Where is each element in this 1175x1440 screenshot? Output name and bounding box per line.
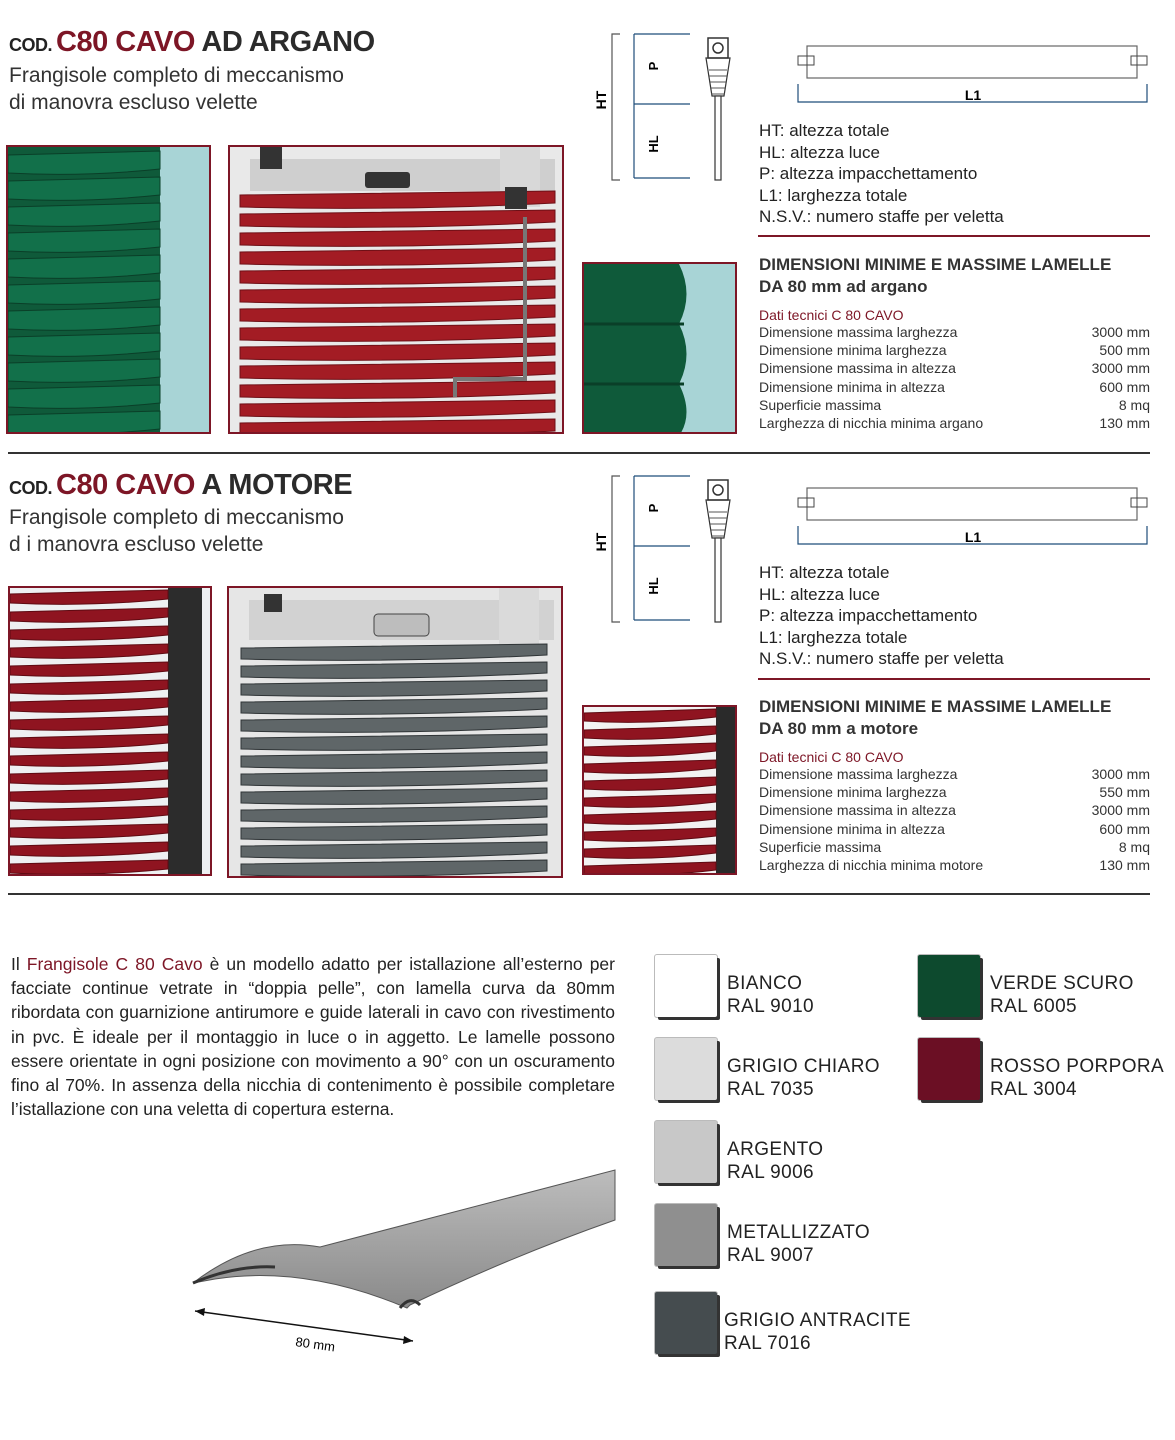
spec-label: Dimensione minima in altezza (759, 378, 945, 395)
spec-label: Dimensione massima in altezza (759, 802, 956, 819)
legend-item: HT: altezza totale (759, 121, 890, 140)
color-label (727, 1055, 880, 1101)
spec-value: 8 mq (1118, 396, 1150, 413)
section1-title: COD. C80 CAVO AD ARGANO (9, 26, 375, 58)
spec-row (759, 414, 1150, 432)
color-label (727, 1221, 870, 1267)
spec-row (759, 856, 1150, 874)
section2-spec-divider (758, 678, 1150, 680)
color-label (727, 972, 814, 1018)
slat-profile-illustration (185, 1165, 620, 1355)
color-name: METALLIZZATO (727, 1222, 871, 1243)
spec-value: 3000 mm (1091, 802, 1150, 819)
legend-item: N.S.V.: numero staffe per veletta (759, 207, 1004, 227)
spec-row (759, 783, 1150, 801)
spec-row (759, 359, 1150, 377)
legend-item: HL: altezza luce (759, 142, 880, 162)
spec-value: 3000 mm (1091, 324, 1150, 340)
section1-height-diagram (592, 32, 742, 182)
color-name: BIANCO (727, 973, 803, 994)
section-divider-1 (8, 452, 1150, 454)
svg-text:HL: HL (646, 135, 661, 153)
color-label (724, 1309, 911, 1355)
legend-item: L1: larghezza totale (759, 627, 908, 647)
color-swatch (655, 1292, 717, 1354)
legend-item: HL: altezza luce (759, 584, 880, 604)
color-ral: RAL 9010 (727, 996, 815, 1017)
spec-label: Larghezza di nicchia minima motore (759, 857, 984, 874)
svg-text:P: P (646, 503, 661, 513)
color-ral: RAL 6005 (990, 996, 1078, 1017)
spec-value: 600 mm (1099, 378, 1150, 395)
spec-label: Dimensione minima larghezza (759, 342, 947, 359)
spec-label: Dimensione massima in altezza (759, 360, 956, 377)
legend-item: L1: larghezza totale (759, 185, 908, 205)
color-ral: RAL 9006 (727, 1162, 815, 1183)
legend-item: P: altezza impacchettamento (759, 164, 978, 184)
color-label (727, 1138, 823, 1184)
svg-text:P: P (646, 61, 661, 71)
section2-specs: DIMENSIONI MINIME E MASSIME LAMELLE DA 80 mm a motore Dati tecnici C 80 CAVO Dimensione massima larghezza 3000 mm Dimensione minima larghezza 550 mm Dimensione massima in altezza 3000 mm Dimensione minima in altezza 600 mm Superficie massima 8 mq Larghezza di nicchia minima motore 130 mm (759, 697, 1150, 874)
svg-text:HL: HL (646, 577, 661, 595)
spec-label: Larghezza di nicchia minima argano (759, 415, 984, 432)
section-divider-2 (8, 893, 1150, 895)
section1-legend (759, 120, 1004, 228)
color-name: ROSSO PORPORA (990, 1056, 1165, 1077)
photo-red-slats (8, 586, 212, 876)
section1-spec-divider (758, 235, 1150, 237)
spec-row (759, 323, 1150, 341)
color-name: GRIGIO ANTRACITE (724, 1310, 911, 1331)
legend-item: N.S.V.: numero staffe per veletta (759, 649, 1004, 669)
spec-row (759, 341, 1150, 359)
svg-text:80 mm: 80 mm (294, 1334, 337, 1355)
color-swatch (918, 1038, 980, 1100)
photo-red-detail (582, 705, 737, 875)
photo-green-blind (6, 145, 211, 434)
spec-label: Dimensione massima larghezza (759, 766, 958, 782)
legend-item: HT: altezza totale (759, 563, 890, 582)
section2-height-diagram (592, 474, 742, 624)
color-name: GRIGIO CHIARO (727, 1056, 880, 1077)
spec-value: 600 mm (1099, 820, 1150, 837)
spec-row (759, 838, 1150, 856)
spec-value: 500 mm (1099, 342, 1150, 359)
svg-text:L1: L1 (964, 87, 982, 103)
svg-text:HT: HT (593, 90, 609, 110)
section2-title: COD. C80 CAVO A MOTORE (9, 469, 353, 501)
section1-width-diagram (795, 40, 1150, 106)
color-swatch (655, 1204, 717, 1266)
section2-legend (759, 562, 1004, 670)
photo-red-blind-mechanism (228, 145, 564, 434)
section2-subtitle: Frangisole completo di meccanismo d i manovra escluso velette (9, 506, 344, 556)
spec-row (759, 378, 1150, 396)
svg-text:HT: HT (593, 532, 609, 552)
color-ral: RAL 9007 (727, 1245, 815, 1266)
spec-label: Dimensione minima larghezza (759, 784, 947, 801)
section1-specs: DIMENSIONI MINIME E MASSIME LAMELLE DA 80 mm ad argano Dati tecnici C 80 CAVO Dimensione massima larghezza 3000 mm Dimensione minima larghezza 500 mm Dimensione massima in altezza 3000 mm Dimensione minima in altezza 600 mm Superficie massima 8 mq Larghezza di nicchia minima argano 130 mm (759, 255, 1150, 432)
spec-row (759, 396, 1150, 414)
spec-label: Dimensione massima larghezza (759, 324, 958, 340)
spec-label: Superficie massima (759, 838, 882, 855)
color-swatch (655, 955, 717, 1017)
color-ral: RAL 7016 (724, 1333, 812, 1354)
color-ral: RAL 7035 (727, 1079, 815, 1100)
photo-green-detail (582, 262, 737, 434)
spec-row (759, 820, 1150, 838)
color-label (990, 972, 1134, 1018)
color-swatch (655, 1038, 717, 1100)
color-name: ARGENTO (727, 1139, 824, 1160)
color-label (990, 1055, 1164, 1101)
color-swatch (655, 1121, 717, 1183)
spec-label: Dimensione minima in altezza (759, 820, 945, 837)
spec-row (759, 765, 1150, 783)
spec-value: 3000 mm (1091, 766, 1150, 782)
product-description: Il Frangisole C 80 Cavo è un modello adatto per istallazione all’esterno per facciate continue vetrate in “doppia pelle”, con lamella curva da 80mm ribordata con guarnizione antirumore e guide laterali in cavo con rivestimento in pvc. È ideale per il montaggio in luce o in aggetto. Le lamelle possono essere orientate in ogni posizione con movimento a 90° con un oscuramento fino al 70%. In assenza della nicchia di contenimento è possibile completare l’istallazione con una veletta di copertura esterna. (11, 954, 615, 1120)
color-name: VERDE SCURO (990, 973, 1134, 994)
spec-value: 130 mm (1099, 415, 1150, 432)
svg-text:L1: L1 (964, 529, 982, 545)
spec-value: 3000 mm (1091, 360, 1150, 377)
section2-width-diagram (795, 482, 1150, 548)
spec-label: Superficie massima (759, 396, 882, 413)
photo-grey-blind-motor (227, 586, 563, 878)
color-ral: RAL 3004 (990, 1079, 1078, 1100)
section1-subtitle: Frangisole completo di meccanismo di manovra escluso velette (9, 64, 344, 114)
color-swatch (918, 955, 980, 1017)
spec-value: 8 mq (1118, 838, 1150, 855)
legend-item: P: altezza impacchettamento (759, 606, 978, 626)
spec-value: 130 mm (1099, 857, 1150, 874)
spec-row (759, 801, 1150, 819)
spec-value: 550 mm (1099, 784, 1150, 801)
